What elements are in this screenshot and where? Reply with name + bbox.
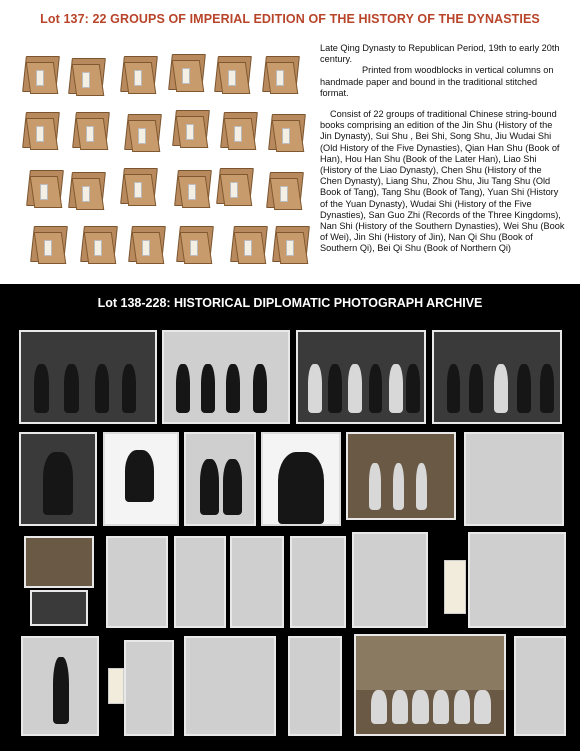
lot-137-section bbox=[0, 0, 580, 284]
photo-portrait-seated bbox=[19, 432, 97, 526]
book-group bbox=[232, 226, 264, 264]
photo-framed-group bbox=[24, 536, 94, 588]
photo-stack-2 bbox=[230, 536, 284, 628]
book-groups-photo bbox=[18, 50, 308, 275]
book-group bbox=[70, 58, 102, 96]
photo-stack-1 bbox=[174, 536, 226, 628]
photo-stack-7 bbox=[514, 636, 566, 736]
book-group bbox=[178, 226, 210, 264]
book-group bbox=[170, 54, 202, 92]
book-group bbox=[24, 112, 56, 150]
photo-train-portrait bbox=[21, 636, 99, 736]
photo-three-men bbox=[346, 432, 456, 520]
photo-signing-ceremony bbox=[184, 636, 276, 736]
photo-delegation bbox=[432, 330, 562, 424]
photo-couple bbox=[184, 432, 256, 526]
photo-stack-6 bbox=[288, 636, 342, 736]
photo-banquet bbox=[162, 330, 290, 424]
book-group bbox=[32, 226, 64, 264]
book-group bbox=[274, 226, 306, 264]
book-group bbox=[82, 226, 114, 264]
photo-group-outdoor bbox=[296, 330, 426, 424]
book-group bbox=[122, 56, 154, 94]
photo-building-group bbox=[354, 634, 506, 736]
photo-reception bbox=[19, 330, 157, 424]
description-printing: Printed from woodblocks in vertical columns on handmade paper and bound in the traditional stitched format. bbox=[320, 65, 554, 98]
photo-head-portrait bbox=[261, 432, 341, 526]
book-group bbox=[122, 168, 154, 206]
photo-grid-portraits bbox=[106, 536, 168, 628]
book-group bbox=[270, 114, 302, 152]
photo-stack-5 bbox=[124, 640, 174, 736]
book-group bbox=[74, 112, 106, 150]
handwritten-note bbox=[444, 560, 466, 614]
lot-138-228-title: Lot 138-228: HISTORICAL DIPLOMATIC PHOTOGRAPH ARCHIVE bbox=[97, 296, 483, 310]
lot-137-description bbox=[320, 43, 565, 255]
book-group bbox=[218, 168, 250, 206]
book-group bbox=[130, 226, 162, 264]
book-group bbox=[216, 56, 248, 94]
photo-contact-set-1 bbox=[464, 432, 564, 526]
description-contents: Consist of 22 groups of traditional Chinese string-bound books comprising an edition of the Jin Shu (History of the Jin Dynasty), Sui Shu , Bei Shi, Song Shu, Jiu Wudai Shi (Old History of the Five Dynasties), Qian Han Shu (Book of Han), Hou Han Shu (Book of the Later Han), Liao Shi (History of the Liao Dynasty), Chen Shu (History of the Chen Dynasty), Liang Shu, Zhou Shu, Jiu Tang Shu (Old Book of Tang), Tang Shu (Book of Tang), Yuan Shi (History of the Yuan Dynasty), Wudai Shi (History of the Five Dynasties), San Guo Zhi (Records of the Three Kingdoms), Nan Shi (History of the Southern Dynasties), Wei Shu (Book of Wei), Jin Shi (History of Jin), Nan Qi Shu (Book of Southern Qi), Bei Qi Shu (Book of Northern Qi) bbox=[320, 109, 565, 254]
book-group bbox=[174, 110, 206, 148]
photo-stack-4 bbox=[352, 532, 428, 628]
book-group bbox=[126, 114, 158, 152]
description-period: Late Qing Dynasty to Republican Period, 19th to early 20th century. bbox=[320, 43, 560, 65]
small-note bbox=[108, 668, 124, 704]
photo-contact-set-2 bbox=[468, 532, 566, 628]
lot-137-title: Lot 137: 22 GROUPS OF IMPERIAL EDITION OF THE HISTORY OF THE DYNASTIES bbox=[40, 12, 540, 26]
photo-signed-portrait bbox=[103, 432, 179, 526]
photo-small-group bbox=[30, 590, 88, 626]
book-group bbox=[264, 56, 296, 94]
book-group bbox=[176, 170, 208, 208]
book-group bbox=[28, 170, 60, 208]
book-group bbox=[222, 112, 254, 150]
book-group bbox=[24, 56, 56, 94]
book-group bbox=[70, 172, 102, 210]
book-group bbox=[268, 172, 300, 210]
photo-stack-3 bbox=[290, 536, 346, 628]
